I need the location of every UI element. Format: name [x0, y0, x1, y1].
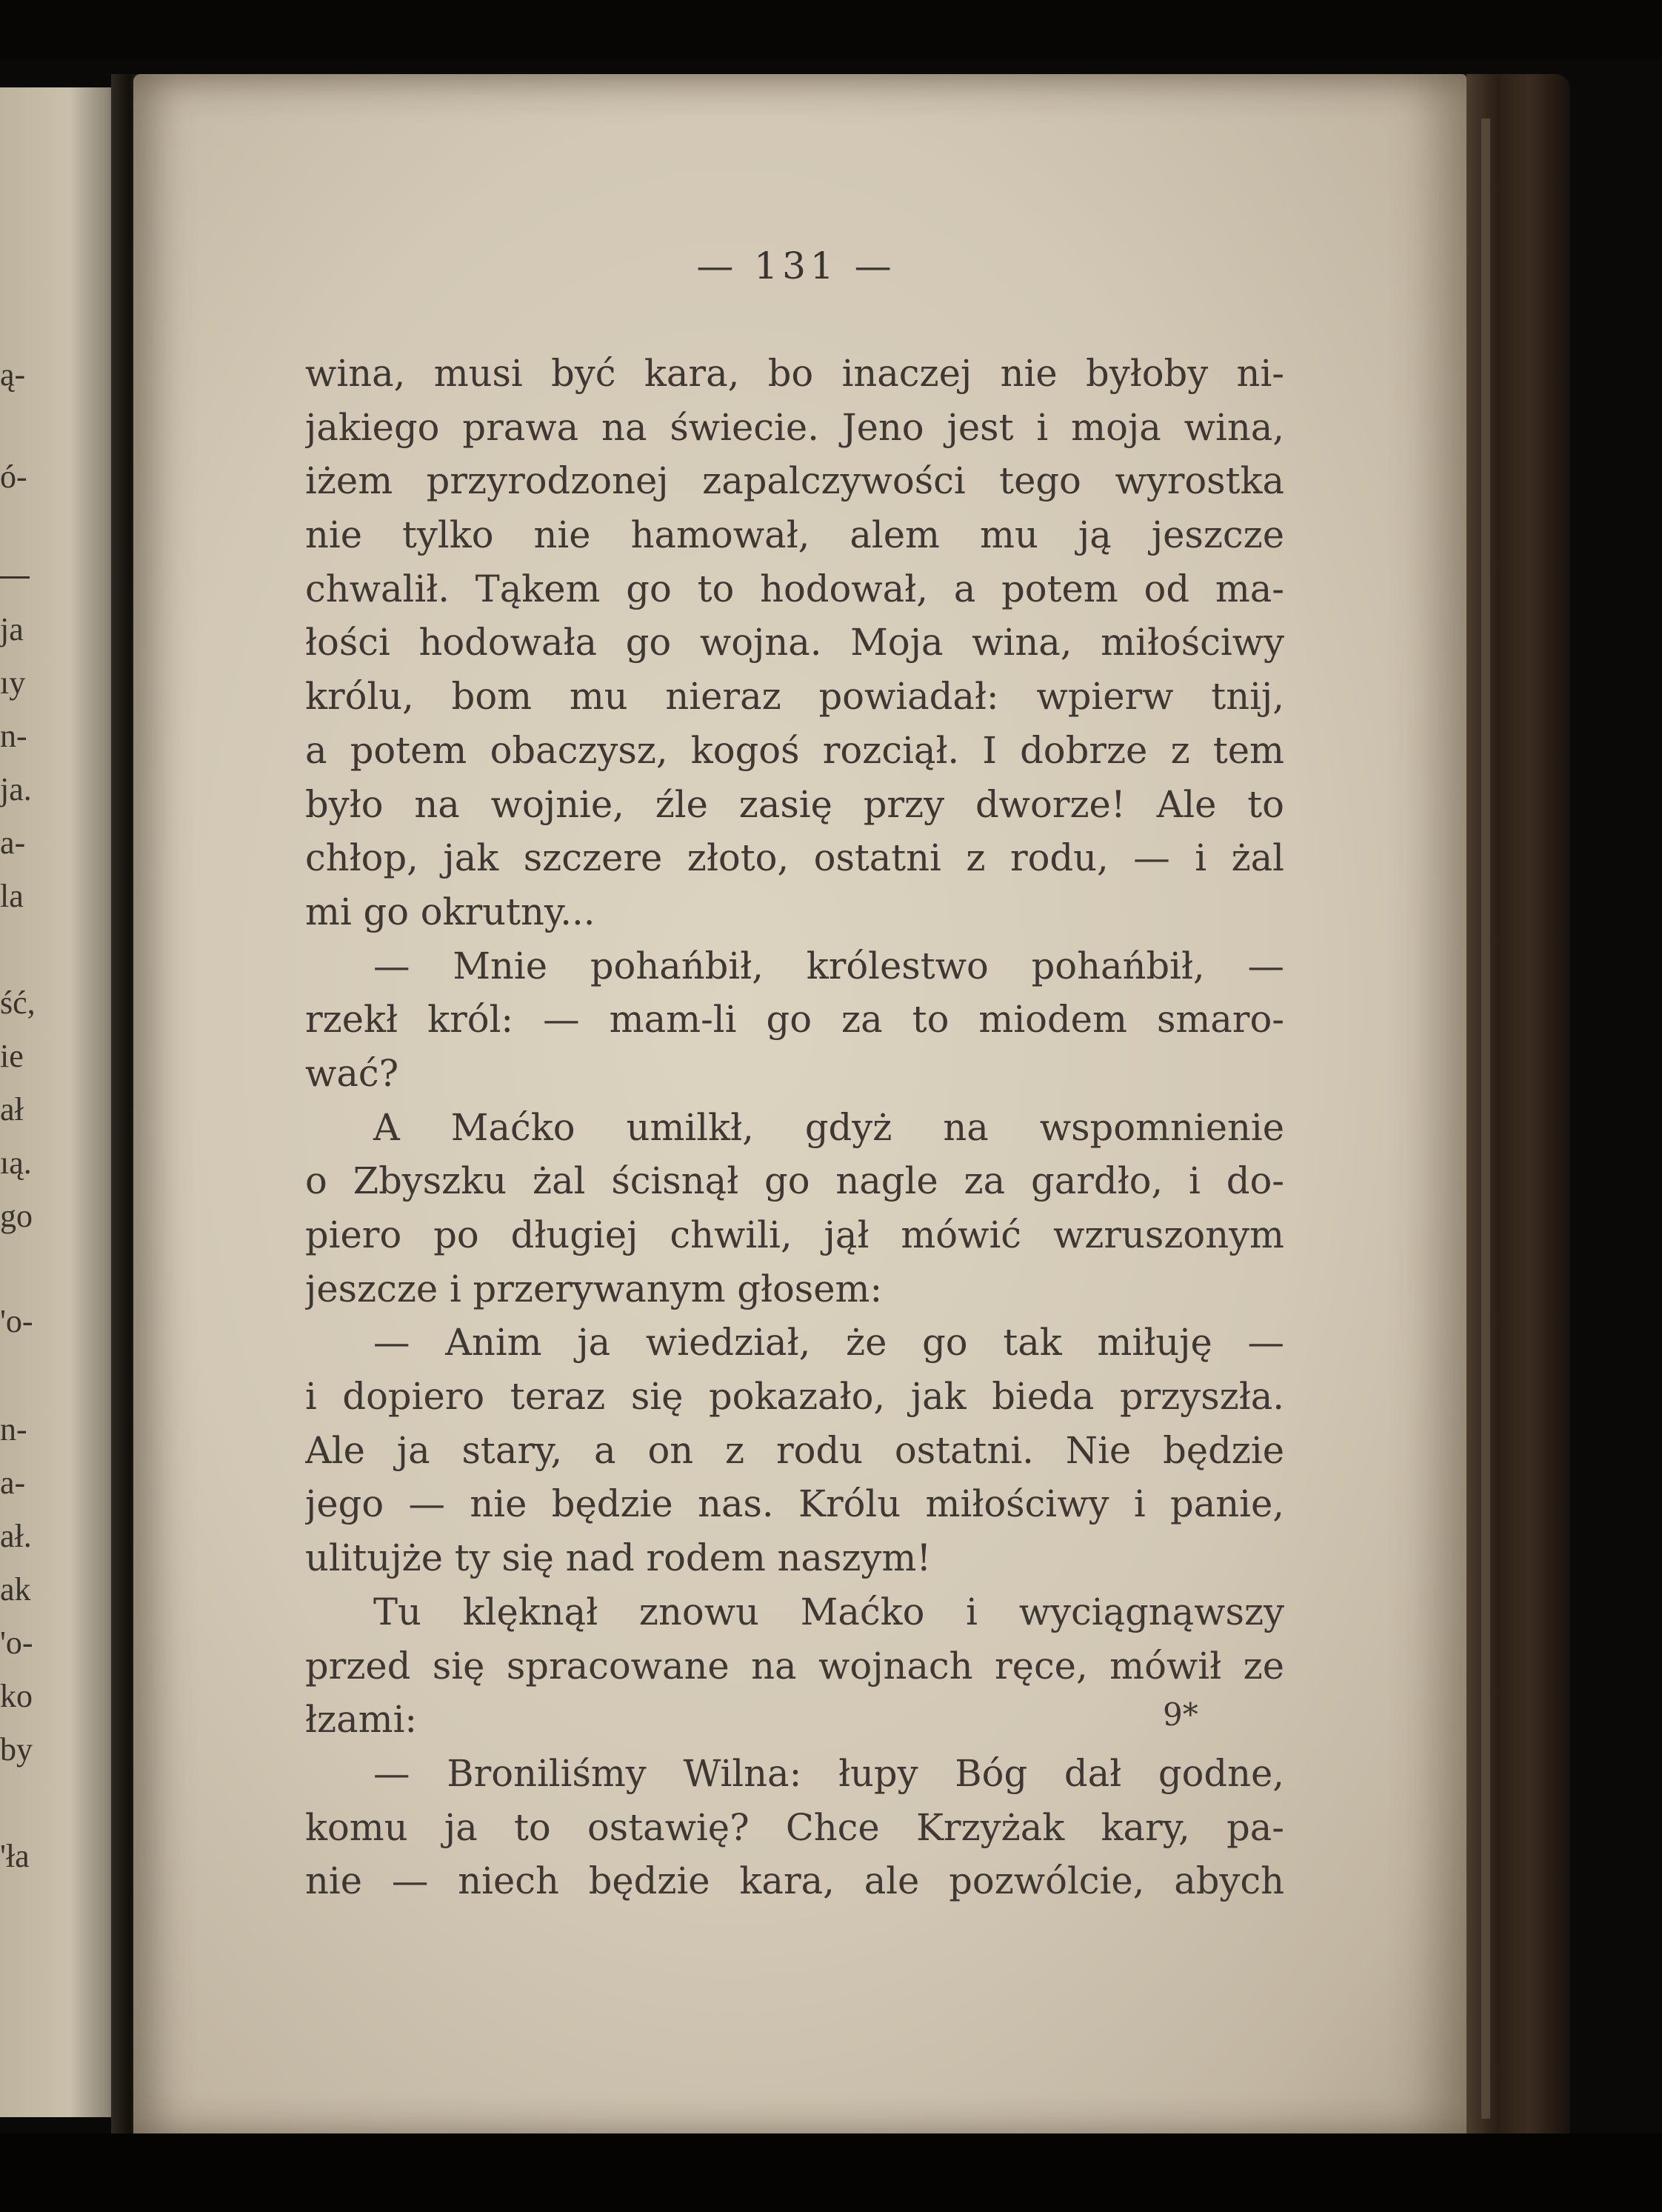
text-line: jeszcze i przerywanym głosem:	[305, 1267, 883, 1310]
facing-fragment: a-	[0, 1465, 26, 1501]
text-line: było na wojnie, źle zasię przy dworze! Ale to	[305, 782, 1284, 826]
text-line: łzami:	[305, 1698, 418, 1742]
text-line: iżem przyrodzonej zapalczywości tego wyrostka	[305, 459, 1284, 503]
facing-fragment: ıą.	[0, 1145, 32, 1181]
text-line: Ale ja stary, a on z rodu ostatni. Nie będzie	[305, 1428, 1284, 1472]
text-line: ulitujże ty się nad rodem naszym!	[305, 1536, 932, 1580]
text-line: piero po długiej chwili, jął mówić wzruszonym	[305, 1213, 1284, 1256]
text-line: rzekł król: — mam-li go za to miodem smaro-	[305, 998, 1284, 1042]
facing-fragment: ą-	[0, 356, 26, 393]
facing-fragment: a-	[0, 824, 26, 861]
text-line: chłop, jak szczere złoto, ostatni z rodu, — i żal	[305, 836, 1284, 880]
text-line: wać?	[305, 1051, 399, 1095]
text-line: wina, musi być kara, bo inaczej nie byłoby ni-	[305, 352, 1284, 395]
text-line: jego — nie będzie nas. Królu miłościwy i panie,	[305, 1482, 1284, 1526]
text-line: przed się spracowane na wojnach ręce, mówił ze	[305, 1644, 1284, 1688]
facing-fragment: by	[0, 1731, 33, 1768]
text-line: komu ja to ostawię? Chce Krzyżak kary, pa-	[305, 1805, 1284, 1849]
text-line: i dopiero teraz się pokazało, jak bieda przyszła.	[305, 1375, 1284, 1419]
text-line: — Anim ja wiedział, że go tak miłuję —	[373, 1321, 1284, 1365]
text-line: A Maćko umilkł, gdyż na wspomnienie	[373, 1105, 1284, 1149]
text-line: nie tylko nie hamował, alem mu ją jeszcze	[305, 513, 1284, 557]
text-line: królu, bom mu nieraz powiadał: wpierw tnij,	[305, 675, 1284, 719]
text-line: — Mnie pohańbił, królestwo pohańbił, —	[373, 944, 1284, 987]
page-number: — 131 —	[696, 244, 896, 287]
facing-page-text-fragments	[0, 87, 119, 2117]
text-line: łości hodowała go wojna. Moja wina, miłościwy	[305, 621, 1284, 664]
facing-fragment: ie	[0, 1038, 24, 1074]
text-line: jakiego prawa na świecie. Jeno jest i moja wina,	[305, 405, 1284, 449]
text-line: o Zbyszku żal ścisnął go nagle za gardło, i do-	[305, 1159, 1284, 1203]
text-line: mi go okrutny...	[305, 890, 595, 933]
facing-fragment: ko	[0, 1678, 33, 1714]
facing-fragment: 'o-	[0, 1303, 33, 1339]
facing-page-rule	[0, 576, 30, 579]
page-body-text	[305, 347, 1284, 1908]
facing-fragment: ał	[0, 1091, 24, 1127]
text-line: Tu klęknął znowu Maćko i wyciągnąwszy	[373, 1590, 1284, 1633]
facing-fragment: n-	[0, 1411, 27, 1448]
book-cover-stripe	[1481, 119, 1490, 2119]
facing-fragment: ść,	[0, 985, 36, 1021]
facing-left-page	[0, 87, 126, 2117]
facing-fragment: n-	[0, 718, 27, 754]
dark-background-top	[0, 0, 1662, 59]
facing-fragment: 'ła	[0, 1838, 30, 1874]
text-line: chwalił. Tąkem go to hodował, a potem od ma-	[305, 567, 1284, 610]
dark-background-bottom	[0, 2133, 1662, 2212]
facing-fragment: ó-	[0, 459, 27, 495]
facing-fragment: ja.	[0, 771, 32, 807]
facing-fragment: la	[0, 878, 24, 914]
text-line: nie — niech będzie kara, ale pozwólcie, abych	[305, 1859, 1284, 1903]
facing-fragment: 'o-	[0, 1625, 33, 1661]
facing-fragment: ał.	[0, 1518, 32, 1554]
facing-fragment: ja	[0, 611, 24, 647]
text-line: — Broniliśmy Wilna: łupy Bóg dał godne,	[373, 1751, 1284, 1795]
facing-fragment: ak	[0, 1571, 31, 1608]
text-line: a potem obaczysz, kogoś rozciął. I dobrze z tem	[305, 728, 1284, 772]
facing-fragment: go	[0, 1198, 33, 1234]
facing-fragment: ıy	[0, 664, 26, 701]
signature-mark: 9*	[1163, 1696, 1198, 1733]
